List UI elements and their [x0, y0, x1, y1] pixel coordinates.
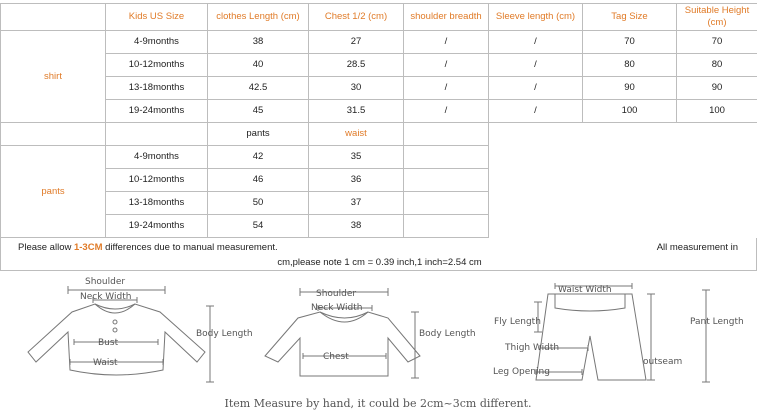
garment-sketches — [0, 272, 757, 412]
blank-cell — [404, 123, 489, 146]
table-cell: 10-12months — [106, 54, 208, 77]
table-cell: / — [404, 54, 489, 77]
dress-body-length-label: Body Length — [196, 329, 253, 339]
column-header: Suitable Height (cm) — [677, 4, 757, 31]
table-cell: / — [489, 54, 583, 77]
table-row — [1, 77, 757, 100]
note-line2: cm,please note 1 cm = 0.39 inch,1 inch=2.54 cm — [277, 257, 482, 268]
pants-outseam-label: outseam — [643, 357, 683, 367]
table-cell: 100 — [583, 100, 677, 123]
diagram-footer: Item Measure by hand, it could be 2cm~3cm different. — [224, 397, 532, 410]
dress-shoulder-label: Shoulder — [85, 277, 126, 287]
table-cell: 46 — [208, 169, 309, 192]
pants-leg-opening-label: Leg Opening — [493, 367, 550, 377]
blank-cell — [404, 169, 489, 192]
table-cell: 80 — [583, 54, 677, 77]
table-cell: 80 — [677, 54, 757, 77]
table-cell: 42 — [208, 146, 309, 169]
table-cell: 19-24months — [106, 100, 208, 123]
table-cell: 28.5 — [309, 54, 404, 77]
table-cell: 4-9months — [106, 31, 208, 54]
pants-waist-width-label: Waist Width — [558, 285, 612, 295]
table-cell: 36 — [309, 169, 404, 192]
table-cell: 90 — [583, 77, 677, 100]
table-cell: 70 — [583, 31, 677, 54]
column-header: Tag Size — [583, 4, 677, 31]
pants-header: pants — [208, 123, 309, 146]
table-cell: 31.5 — [309, 100, 404, 123]
pants-pant-length-label: Pant Length — [690, 317, 744, 327]
table-row — [1, 100, 757, 123]
empty-area — [489, 123, 757, 238]
table-cell: / — [404, 31, 489, 54]
table-cell: 100 — [677, 100, 757, 123]
table-cell: 19-24months — [106, 215, 208, 238]
shirt-chest-label: Chest — [323, 352, 349, 362]
measurement-note — [0, 238, 757, 271]
table-cell: 38 — [309, 215, 404, 238]
table-cell: / — [489, 77, 583, 100]
table-cell: 37 — [309, 192, 404, 215]
measurement-diagrams — [0, 272, 757, 412]
shirt-group-label: shirt — [1, 31, 106, 123]
table-cell: 40 — [208, 54, 309, 77]
shirt-shoulder-label: Shoulder — [316, 289, 357, 299]
table-cell: / — [404, 100, 489, 123]
blank-cell — [1, 123, 106, 146]
column-header: Chest 1/2 (cm) — [309, 4, 404, 31]
pants-fly-length-label: Fly Length — [494, 317, 541, 327]
dress-bust-label: Bust — [98, 338, 119, 348]
table-cell: 27 — [309, 31, 404, 54]
table-cell: 45 — [208, 100, 309, 123]
table-cell: 13-18months — [106, 77, 208, 100]
table-cell: 10-12months — [106, 169, 208, 192]
shirt-body-length-label: Body Length — [419, 329, 476, 339]
column-header: shoulder breadth — [404, 4, 489, 31]
blank-cell — [404, 146, 489, 169]
header-row — [1, 4, 757, 31]
table-cell: 35 — [309, 146, 404, 169]
table-cell: 13-18months — [106, 192, 208, 215]
shirt-neck-width-label: Neck Width — [311, 303, 363, 313]
table-cell: 4-9months — [106, 146, 208, 169]
corner-cell — [1, 4, 106, 31]
table-cell: / — [489, 31, 583, 54]
blank-cell — [404, 215, 489, 238]
dress-waist-label: Waist — [93, 358, 118, 368]
note-units: All measurement in — [656, 242, 738, 253]
table-cell: 30 — [309, 77, 404, 100]
table-row — [1, 31, 757, 54]
table-cell: / — [489, 100, 583, 123]
table-cell: / — [404, 77, 489, 100]
table-cell: 70 — [677, 31, 757, 54]
table-cell: 90 — [677, 77, 757, 100]
table-row — [1, 54, 757, 77]
column-header: Sleeve length (cm) — [489, 4, 583, 31]
table-cell: 54 — [208, 215, 309, 238]
pants-thigh-width-label: Thigh Width — [505, 343, 560, 353]
dress-neck-width-label: Neck Width — [80, 292, 132, 302]
size-table — [0, 3, 757, 238]
pants-outline — [536, 294, 646, 380]
note-line1: Please allow 1-3CM differences due to manual measurement. — [18, 242, 278, 253]
blank-cell — [106, 123, 208, 146]
table-cell: 50 — [208, 192, 309, 215]
column-header: Kids US Size — [106, 4, 208, 31]
table-cell: 38 — [208, 31, 309, 54]
column-header: clothes Length (cm) — [208, 4, 309, 31]
pants-group-label: pants — [1, 146, 106, 238]
table-cell: 42.5 — [208, 77, 309, 100]
pants-header-row — [1, 123, 757, 146]
waist-header: waist — [309, 123, 404, 146]
blank-cell — [404, 192, 489, 215]
